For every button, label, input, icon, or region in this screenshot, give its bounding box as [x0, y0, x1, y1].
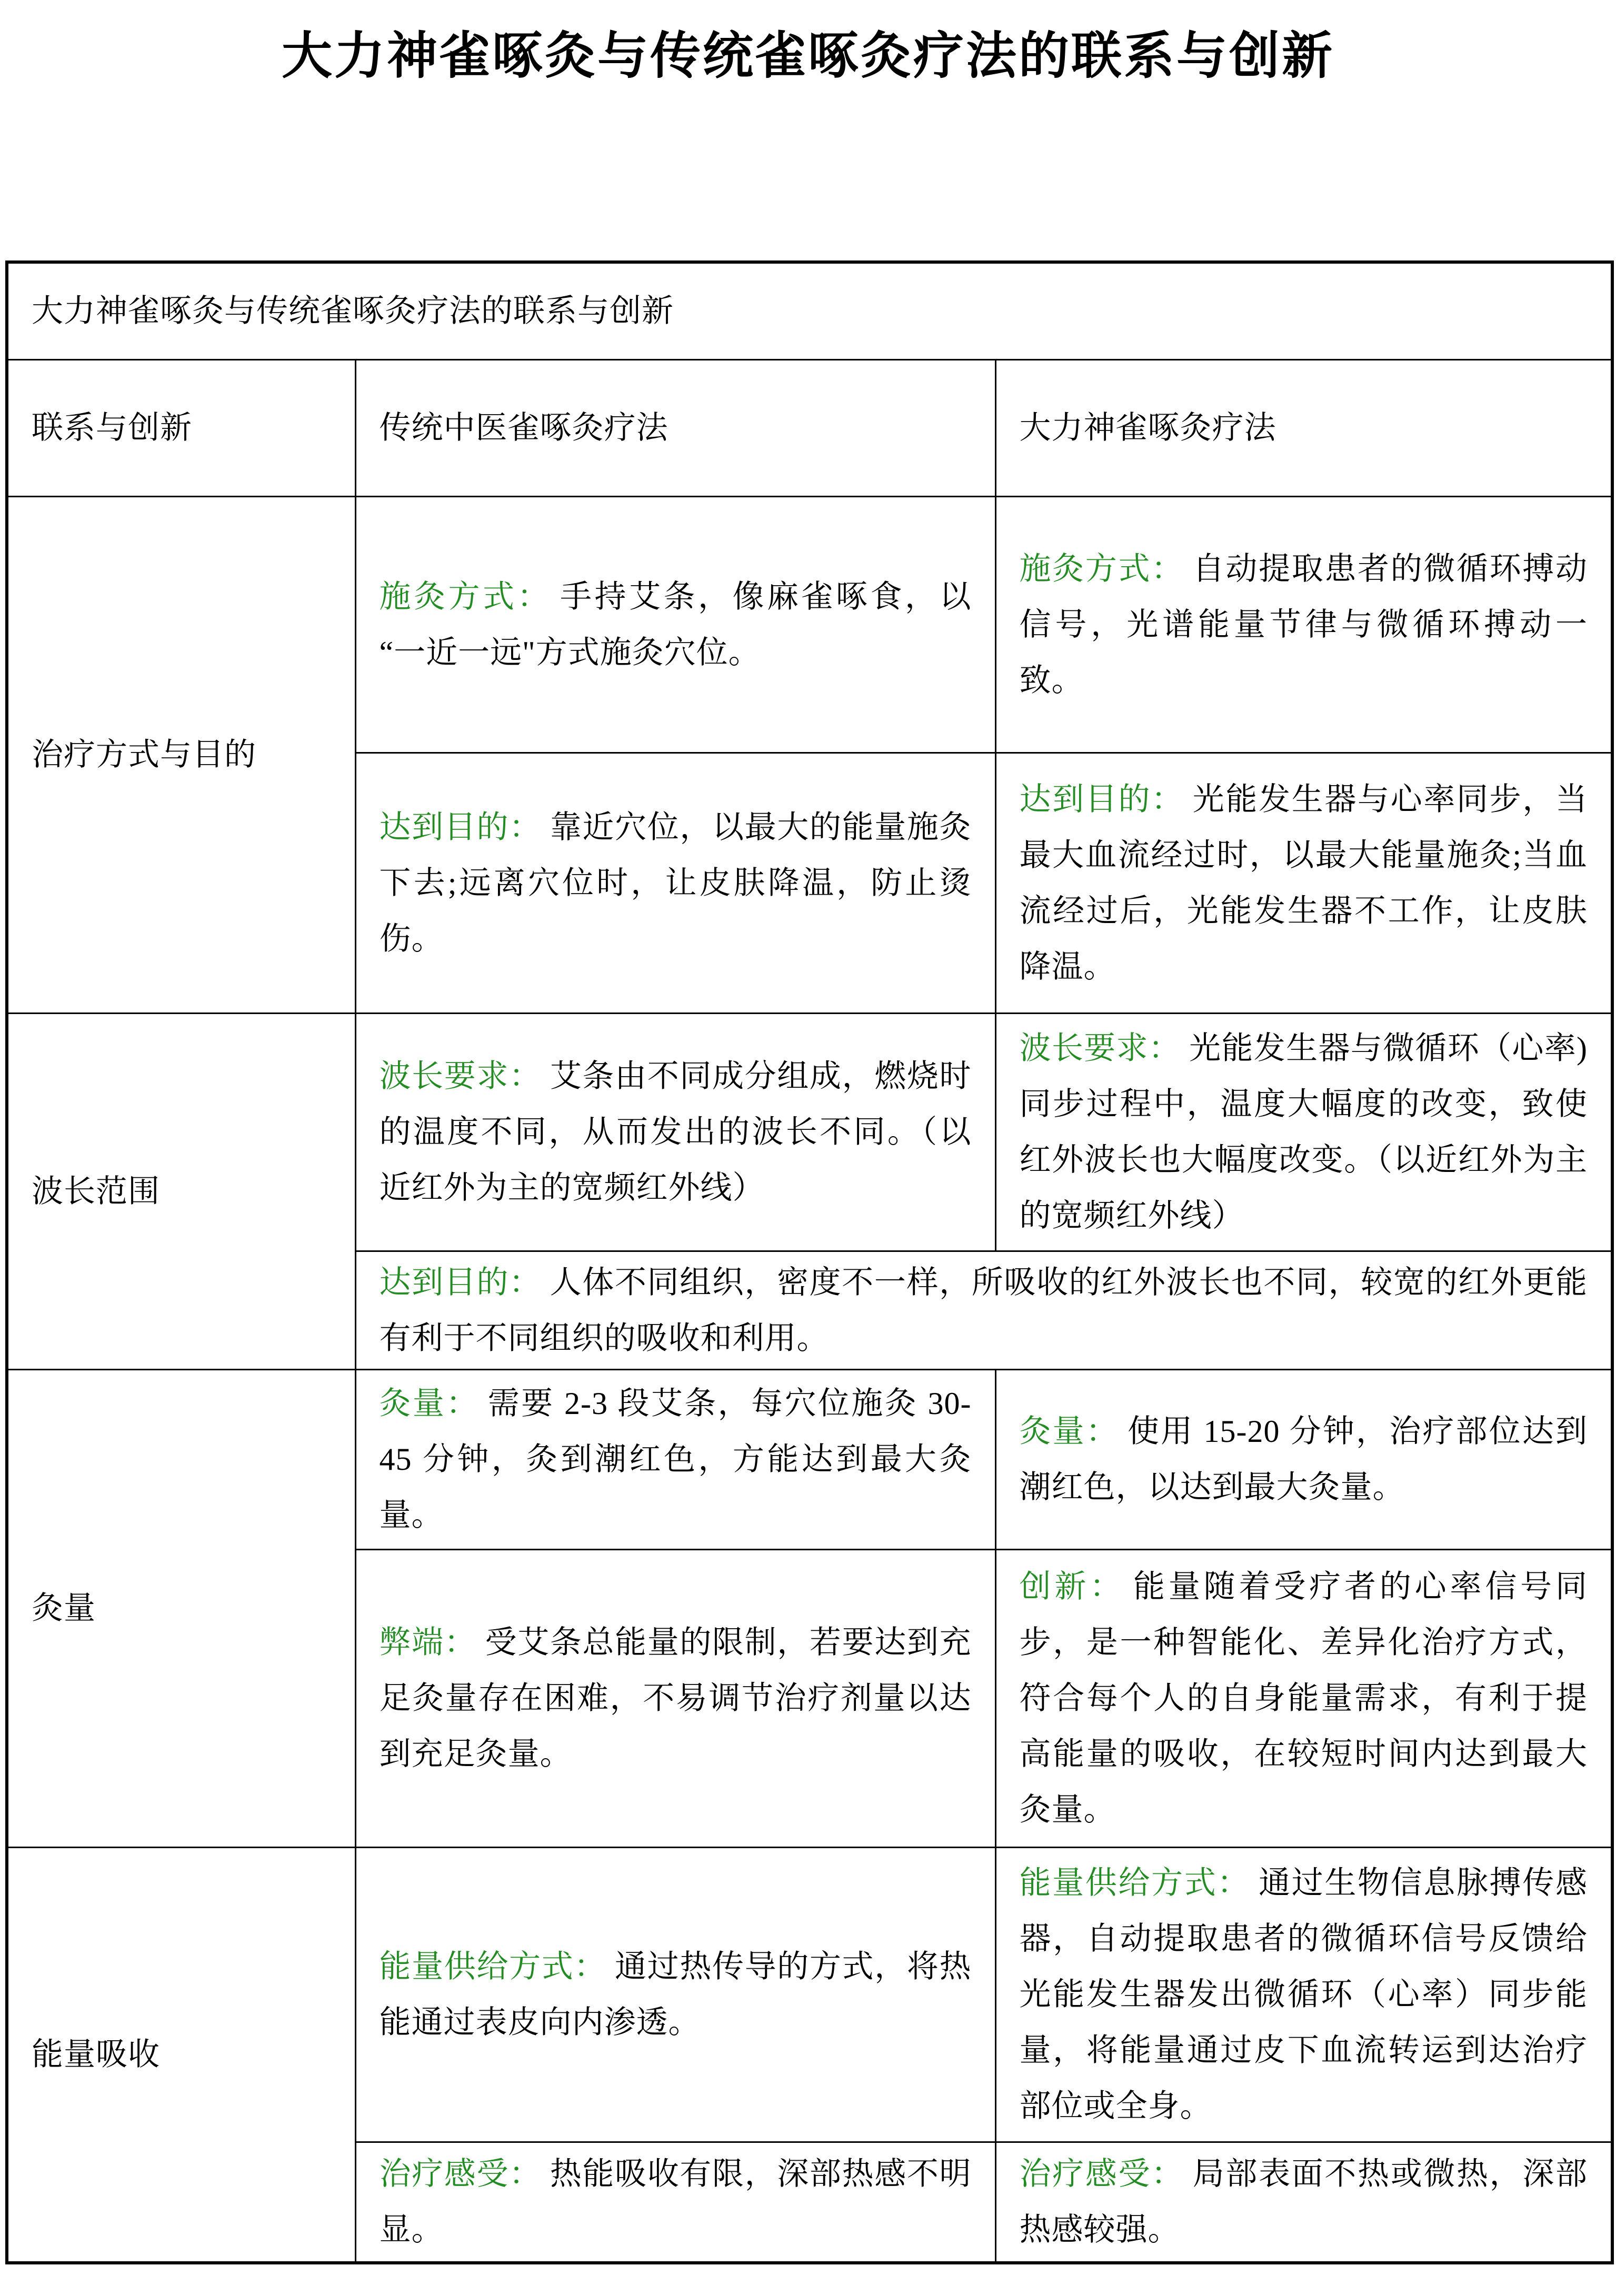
cell-traditional-goal — [355, 753, 995, 1013]
cell-text: 局部表面不热或微热，深部热感较强。 — [1019, 2157, 1588, 2248]
cell-term: 波长要求： — [379, 1059, 542, 1094]
cell-text: 使用 15-20 分钟，治疗部位达到潮红色，以达到最大灸量。 — [1019, 1414, 1588, 1505]
cell-dalishen-dose — [995, 1369, 1612, 1549]
cell-term: 达到目的： — [379, 809, 542, 845]
comparison-table — [5, 260, 1614, 2264]
cell-text: 靠近穴位，以最大的能量施灸下去;远离穴位时，让皮肤降温，防止烫伤。 — [379, 809, 972, 956]
cell-dalishen-treatment-feeling — [995, 2142, 1612, 2263]
cell-term: 能量供给方式： — [1019, 1866, 1251, 1900]
cell-term: 达到目的： — [1019, 781, 1184, 817]
cell-traditional-drawback — [355, 1549, 995, 1847]
cell-text: 需要 2-3 段艾条，每穴位施灸 30-45 分钟，灸到潮红色，方能达到最大灸量。 — [379, 1386, 972, 1532]
cell-text: 热能吸收有限，深部热感不明显。 — [379, 2157, 972, 2248]
cell-term: 能量供给方式： — [379, 1949, 607, 1984]
page-title: 大力神雀啄灸与传统雀啄灸疗法的联系与创新 — [282, 28, 1334, 84]
cell-shared-wavelength-goal — [355, 1251, 1612, 1369]
cell-text: 手持艾条，像麻雀啄食，以“一近一远"方式施灸穴位。 — [379, 579, 972, 670]
cell-term: 灸量： — [1019, 1414, 1120, 1449]
cell-term: 波长要求： — [1019, 1031, 1181, 1066]
cell-text: 艾条由不同成分组成，燃烧时的温度不同，从而发出的波长不同。（以近红外为主的宽频红外线） — [379, 1059, 972, 1205]
column-header-dalishen: 大力神雀啄灸疗法 — [995, 359, 1612, 496]
cell-term: 弊端： — [379, 1625, 477, 1660]
cell-text: 通过热传导的方式，将热能通过表皮向内渗透。 — [379, 1949, 972, 2040]
cell-dalishen-wavelength-requirement — [995, 1013, 1612, 1251]
column-header-relation: 联系与创新 — [7, 359, 355, 496]
row-label-treatment-method-purpose: 治疗方式与目的 — [7, 496, 355, 1013]
cell-term: 施灸方式： — [1019, 551, 1184, 586]
cell-traditional-dose — [355, 1369, 995, 1549]
cell-term: 灸量： — [379, 1386, 480, 1421]
row-label-moxibustion-dose: 灸量 — [7, 1369, 355, 1847]
cell-text: 光能发生器与心率同步，当最大血流经过时，以最大能量施灸;当血流经过后，光能发生器不工作，让皮肤降温。 — [1019, 781, 1588, 984]
table-title: 大力神雀啄灸与传统雀啄灸疗法的联系与创新 — [7, 262, 1612, 359]
cell-text: 通过生物信息脉搏传感器，自动提取患者的微循环信号反馈给光能发生器发出微循环（心率）同步能量，将能量通过皮下血流转运到达治疗部位或全身。 — [1019, 1866, 1588, 2123]
cell-traditional-treatment-feeling — [355, 2142, 995, 2263]
cell-dalishen-innovation — [995, 1549, 1612, 1847]
cell-text: 自动提取患者的微循环搏动信号，光谱能量节律与微循环搏动一致。 — [1019, 551, 1588, 698]
column-header-traditional: 传统中医雀啄灸疗法 — [355, 359, 995, 496]
cell-text: 受艾条总能量的限制，若要达到充足灸量存在困难，不易调节治疗剂量以达到充足灸量。 — [379, 1625, 972, 1771]
cell-dalishen-moxibustion-method — [995, 496, 1612, 753]
cell-text: 能量随着受疗者的心率信号同步，是一种智能化、差异化治疗方式，符合每个人的自身能量需求，有利于提高能量的吸收，在较短时间内达到最大灸量。 — [1019, 1569, 1588, 1827]
cell-text: 光能发生器与微循环（心率)同步过程中，温度大幅度的改变，致使红外波长也大幅度改变。（以近红外为主的宽频红外线） — [1019, 1031, 1588, 1233]
cell-term: 达到目的： — [379, 1265, 542, 1300]
cell-traditional-energy-supply — [355, 1847, 995, 2142]
row-label-wavelength-range: 波长范围 — [7, 1013, 355, 1369]
cell-term: 治疗感受： — [379, 2157, 542, 2192]
cell-traditional-wavelength-requirement — [355, 1013, 995, 1251]
cell-term: 施灸方式： — [379, 579, 552, 614]
cell-term: 治疗感受： — [1019, 2157, 1184, 2192]
row-label-energy-absorption: 能量吸收 — [7, 1847, 355, 2263]
cell-term: 创新： — [1019, 1569, 1125, 1604]
cell-dalishen-goal — [995, 753, 1612, 1013]
cell-traditional-moxibustion-method — [355, 496, 995, 753]
cell-dalishen-energy-supply — [995, 1847, 1612, 2142]
cell-text: 人体不同组织，密度不一样，所吸收的红外波长也不同，较宽的红外更能有利于不同组织的吸收和利用。 — [379, 1265, 1588, 1356]
